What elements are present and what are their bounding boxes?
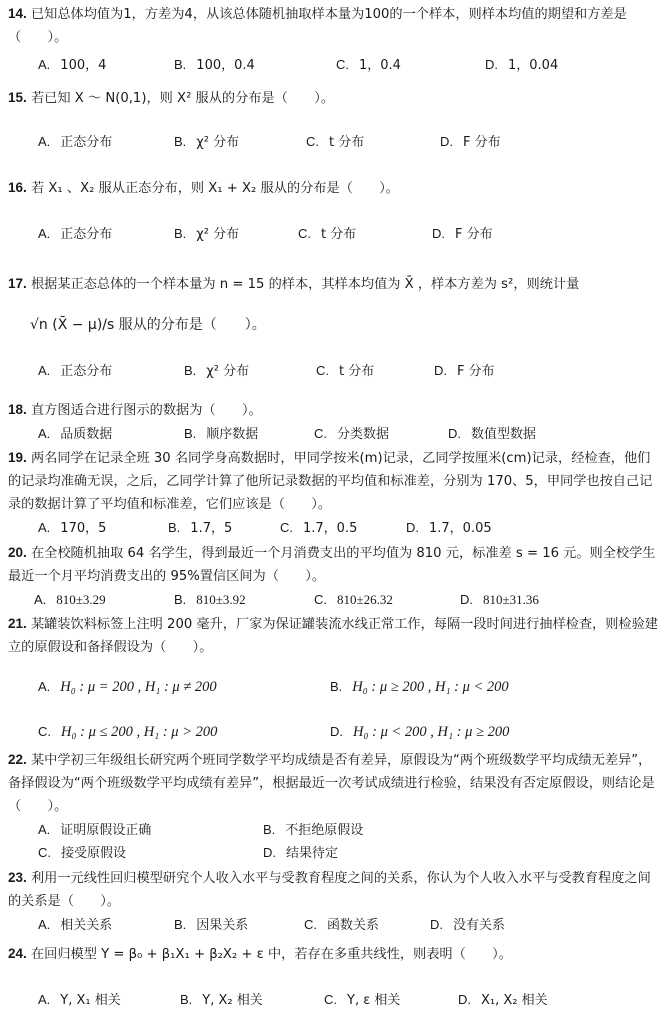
option-c: C. t 分布 bbox=[306, 134, 365, 150]
option-b: B. H₀ : μ ≥ 200 , H₁ : μ < 200 bbox=[330, 679, 509, 695]
question-19 bbox=[8, 446, 659, 539]
question-stem: 21. 某罐装饮料标签上注明 200 毫升，厂家为保证罐装流水线正常工作，每隔一段时间进行抽样检查，则检验建立的原假设和备择假设为（ ）。 bbox=[8, 616, 658, 655]
question-stem: 14. 已知总体均值为1，方差为4，从该总体随机抽取样本量为100的一个样本，则样本均值的期望和方差是（ ）。 bbox=[8, 6, 627, 45]
option-d: D. 数值型数据 bbox=[448, 426, 537, 442]
option-b: B. 顺序数据 bbox=[184, 426, 259, 442]
question-16 bbox=[8, 176, 659, 245]
option-d: D. F 分布 bbox=[434, 363, 495, 379]
question-number: 18. bbox=[8, 402, 27, 417]
option-a: A. 正态分布 bbox=[38, 226, 113, 242]
question-21 bbox=[8, 612, 659, 743]
option-a: A. 100，4 bbox=[38, 57, 107, 73]
option-b: B. 810±3.92 bbox=[174, 592, 246, 607]
option-a: A. 证明原假设正确 bbox=[38, 822, 152, 838]
option-b: B. χ² 分布 bbox=[174, 226, 240, 242]
question-number: 19. bbox=[8, 450, 27, 465]
options-row bbox=[8, 222, 659, 245]
question-number: 24. bbox=[8, 946, 27, 961]
option-a: A. 相关关系 bbox=[38, 917, 113, 933]
option-b: B. χ² 分布 bbox=[174, 134, 240, 150]
question-stem: 22. 某中学初三年级组长研究两个班同学数学平均成绩是否有差异，原假设为“两个班级数学平均成绩无差异”，备择假设为“两个班级数学平均成绩有差异”，根据最近一次考试成绩进行检验，结果没有否定原假设，则结论是（ ）。 bbox=[8, 752, 655, 814]
question-stem: 23. 利用一元线性回归模型研究个人收入水平与受教育程度之间的关系，你认为个人收入水平与受教育程度之间的关系是（ ）。 bbox=[8, 870, 651, 909]
option-a: A. 810±3.29 bbox=[34, 592, 106, 607]
question-17 bbox=[8, 272, 659, 382]
option-d: D. 1.7，0.05 bbox=[406, 520, 492, 536]
options-row bbox=[8, 720, 659, 743]
question-14 bbox=[8, 2, 659, 76]
options-row bbox=[8, 359, 659, 382]
option-d: D. 没有关系 bbox=[430, 917, 506, 933]
options-row bbox=[8, 675, 659, 698]
option-c: C. 1，0.4 bbox=[336, 57, 401, 73]
option-d: D. 1，0.04 bbox=[485, 57, 559, 73]
options-row bbox=[8, 818, 659, 841]
question-number: 20. bbox=[8, 545, 27, 560]
option-c: C. 分类数据 bbox=[314, 426, 390, 442]
option-b: B. χ² 分布 bbox=[184, 363, 250, 379]
option-d: D. F 分布 bbox=[432, 226, 493, 242]
statistic-formula: √n (X̄ − μ)/s 服从的分布是（ ）。 bbox=[30, 317, 266, 333]
options-row bbox=[8, 53, 659, 76]
question-stem: 24. 在回归模型 Y = β₀ + β₁X₁ + β₂X₂ + ε 中，若存在多重共线性，则表明（ ）。 bbox=[8, 946, 512, 962]
question-18 bbox=[8, 398, 659, 445]
question-number: 15. bbox=[8, 90, 27, 105]
option-a: A. 正态分布 bbox=[38, 134, 113, 150]
option-d: D. 810±31.36 bbox=[460, 592, 539, 607]
option-b: B. 1.7，5 bbox=[168, 520, 233, 536]
option-c: C. H₀ : μ ≤ 200 , H₁ : μ > 200 bbox=[38, 724, 218, 740]
option-a: A. H₀ : μ = 200 , H₁ : μ ≠ 200 bbox=[38, 679, 217, 695]
option-b: B. 100，0.4 bbox=[174, 57, 255, 73]
option-d: D. F 分布 bbox=[440, 134, 501, 150]
question-stem: 15. 若已知 X ～ N(0,1)，则 X² 服从的分布是（ ）。 bbox=[8, 90, 335, 106]
question-number: 17. bbox=[8, 276, 27, 291]
option-d: D. H₀ : μ < 200 , H₁ : μ ≥ 200 bbox=[330, 724, 510, 740]
question-stem: 16. 若 X₁ 、X₂ 服从正态分布，则 X₁ + X₂ 服从的分布是（ ）。 bbox=[8, 180, 399, 196]
question-stem: 18. 直方图适合进行图示的数据为（ ）。 bbox=[8, 402, 262, 418]
option-c: C. 函数关系 bbox=[304, 917, 380, 933]
option-c: C. Y, ε 相关 bbox=[324, 992, 401, 1008]
question-number: 14. bbox=[8, 6, 27, 21]
question-stem: 17. 根据某正态总体的一个样本量为 n = 15 的样本，其样本均值为 X̄ ，样本方差为 s²，则统计量 bbox=[8, 276, 580, 292]
option-d: D. 结果待定 bbox=[263, 845, 339, 861]
option-c: C. 接受原假设 bbox=[38, 845, 127, 861]
options-row bbox=[8, 422, 659, 445]
question-24 bbox=[8, 942, 659, 1011]
options-row bbox=[8, 913, 659, 936]
question-22 bbox=[8, 748, 659, 864]
question-15 bbox=[8, 86, 659, 153]
options-row bbox=[8, 841, 659, 864]
option-a: A. 170，5 bbox=[38, 520, 107, 536]
question-number: 21. bbox=[8, 616, 27, 631]
question-number: 23. bbox=[8, 870, 27, 885]
options-row bbox=[8, 130, 659, 153]
question-number: 16. bbox=[8, 180, 27, 195]
question-stem: 20. 在全校随机抽取 64 名学生，得到最近一个月消费支出的平均值为 810 元，标准差 s = 16 元。则全校学生最近一个月平均消费支出的 95%置信区间为（ ）。 bbox=[8, 545, 656, 584]
options-row bbox=[8, 988, 659, 1011]
option-d: D. X₁, X₂ 相关 bbox=[458, 992, 548, 1008]
question-stem: 19. 两名同学在记录全班 30 名同学身高数据时，甲同学按米(m)记录，乙同学按厘米(cm)记录，经检查，他们的记录均准确无误，之后，乙同学计算了他所记录数据的平均值和标准差，分别为 170、5，甲同学也按自己记录的数据计算了平均值和标准差，它们应该是（ ）。 bbox=[8, 450, 653, 512]
question-number: 22. bbox=[8, 752, 27, 767]
option-b: B. 因果关系 bbox=[174, 917, 249, 933]
question-20 bbox=[8, 541, 659, 611]
option-a: A. Y, X₁ 相关 bbox=[38, 992, 121, 1008]
option-c: C. t 分布 bbox=[316, 363, 375, 379]
option-c: C. 1.7，0.5 bbox=[280, 520, 358, 536]
options-row bbox=[8, 516, 659, 539]
option-b: B. Y, X₂ 相关 bbox=[180, 992, 263, 1008]
option-c: C. t 分布 bbox=[298, 226, 357, 242]
option-a: A. 品质数据 bbox=[38, 426, 113, 442]
option-b: B. 不拒绝原假设 bbox=[263, 822, 364, 838]
options-row bbox=[8, 588, 659, 611]
option-a: A. 正态分布 bbox=[38, 363, 113, 379]
option-c: C. 810±26.32 bbox=[314, 592, 393, 607]
question-23 bbox=[8, 866, 659, 936]
